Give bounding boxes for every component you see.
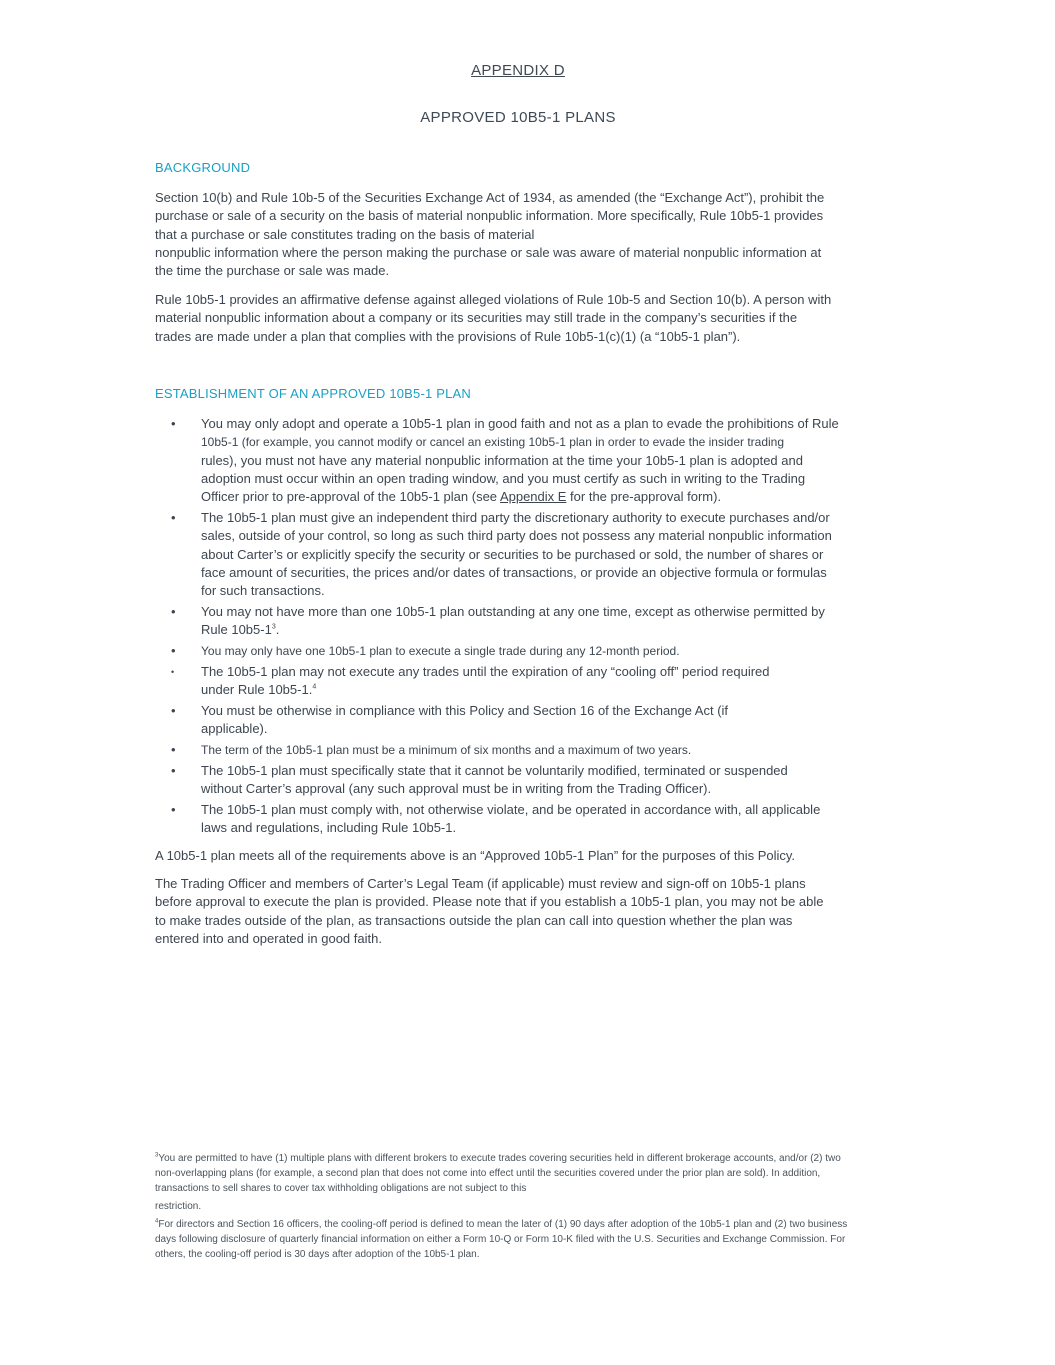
appendix-e-link[interactable]: Appendix E <box>499 489 567 505</box>
review-paragraph <box>155 875 900 948</box>
text-line: about Carter’s or explicitly specify the security or securities to be purchased or sold, the number of shares or <box>201 546 824 562</box>
bullet-icon: • <box>171 762 176 778</box>
text-line <box>155 1217 900 1232</box>
text-line: face amount of securities, the prices and/or dates of transactions, or provide an objective formula or formulas <box>201 564 827 580</box>
text-line: before approval to execute the plan is provided. Please note that if you establish a 10b5-1 plan, you may not be able <box>155 894 824 910</box>
text-line: without Carter’s approval (any such approval must be in writing from the Trading Officer). <box>201 781 712 797</box>
text-line: A 10b5-1 plan meets all of the requirements above is an “Approved 10b5-1 Plan” for the purposes of this Policy. <box>155 848 796 863</box>
text-line <box>201 488 900 506</box>
text-line: The 10b5-1 plan must comply with, not otherwise violate, and be operated in accordance with, all applicable <box>201 801 821 817</box>
appendix-title: APPENDIX D <box>471 62 565 79</box>
text-line: You must be otherwise in compliance with this Policy and Section 16 of the Exchange Act (if <box>201 702 729 718</box>
requirements-list <box>155 415 900 840</box>
text-line: The 10b5-1 plan must give an independent third party the discretionary authority to execute purchases and/or <box>201 509 830 525</box>
text-line: Section 10(b) and Rule 10b-5 of the Securities Exchange Act of 1934, as amended (the “Exchange Act”), prohibit the <box>155 190 825 205</box>
text-line <box>201 621 900 639</box>
text-line: laws and regulations, including Rule 10b5-1. <box>201 820 457 836</box>
text-line: The 10b5-1 plan may not execute any trades until the expiration of any “cooling off” period required <box>201 663 770 679</box>
text-line: The 10b5-1 plan must specifically state that it cannot be voluntarily modified, terminated or suspended <box>201 762 788 778</box>
text-line: transactions to sell shares to cover tax withholding obligations are not subject to this <box>155 1183 527 1194</box>
text-line: rules), you must not have any material nonpublic information at the time your 10b5-1 plan is adopted and <box>201 452 803 468</box>
text-line: purchase or sale of a security on the basis of material nonpublic information. More specifically, Rule 10b5-1 provides <box>155 208 824 224</box>
footnotes <box>155 1151 900 1265</box>
footnote-ref: 3 <box>271 623 276 631</box>
text-line: entered into and operated in good faith. <box>155 930 382 946</box>
text-fragment: . <box>275 622 280 638</box>
text-line: You may not have more than one 10b5-1 plan outstanding at any one time, except as otherwise permitted by <box>201 603 825 619</box>
text-line: sales, outside of your control, so long as such third party does not possess any material nonpublic information <box>201 528 832 544</box>
text-line: days following disclosure of quarterly financial information on either a Form 10-Q or Form 10-K filed with the U.S. Securities and Exchange Commission. For <box>155 1234 846 1245</box>
text-line: restriction. <box>155 1201 202 1212</box>
text-line: Rule 10b5-1 provides an affirmative defense against alleged violations of Rule 10b-5 and Section 10(b). A person with <box>155 292 832 307</box>
approved-plan-paragraph <box>155 847 900 865</box>
list-item <box>155 642 900 660</box>
establishment-heading: ESTABLISHMENT OF AN APPROVED 10B5-1 PLAN <box>155 386 472 401</box>
background-heading: BACKGROUND <box>155 160 251 175</box>
text-fragment: Officer prior to pre-approval of the 10b5-1 plan (see <box>201 489 500 505</box>
bullet-icon: • <box>171 509 176 525</box>
text-fragment: For directors and Section 16 officers, the cooling-off period is defined to mean the later of (1) 90 days after adoption of the 10b5-1 plan and (2) two business <box>158 1219 848 1230</box>
list-item <box>155 762 900 799</box>
text-line: The term of the 10b5-1 plan must be a minimum of six months and a maximum of two years. <box>201 743 692 758</box>
text-line: for such transactions. <box>201 583 325 599</box>
list-item <box>155 801 900 838</box>
background-paragraph-1 <box>155 189 900 280</box>
text-line: 10b5-1 (for example, you cannot modify or cancel an existing 10b5-1 plan in order to evade the insider trading <box>201 435 785 450</box>
bullet-icon: • <box>171 702 176 718</box>
list-item <box>155 702 900 739</box>
text-line: non-overlapping plans (for example, a second plan that does not come into effect until the securities covered under the prior plan are sold). In addition, <box>155 1168 821 1179</box>
bullet-icon: • <box>171 603 176 619</box>
text-line: nonpublic information where the person making the purchase or sale was aware of material nonpublic information at <box>155 244 822 260</box>
footnote-4 <box>155 1217 900 1262</box>
footnote-number: 3 <box>155 1152 159 1159</box>
text-line: applicable). <box>201 721 268 737</box>
bullet-icon: • <box>171 666 175 677</box>
footnote-number: 4 <box>155 1218 159 1225</box>
footnote-ref: 4 <box>312 683 317 691</box>
bullet-icon: • <box>171 801 176 817</box>
list-item <box>155 663 900 700</box>
background-paragraph-2 <box>155 291 900 346</box>
text-fragment: Rule 10b5-1 <box>201 622 272 638</box>
text-line: to make trades outside of the plan, as transactions outside the plan can call into question whether the plan was <box>155 912 793 928</box>
text-line: The Trading Officer and members of Carter’s Legal Team (if applicable) must review and sign-off on 10b5-1 plans <box>155 876 806 891</box>
bullet-icon: • <box>171 416 176 431</box>
text-line: adoption must occur within an open trading window, and you must certify as such in writing to the Trading <box>201 470 806 486</box>
text-line: the time the purchase or sale was made. <box>155 263 390 279</box>
text-line: trades are made under a plan that complies with the provisions of Rule 10b5-1(c)(1) (a “10b5-1 plan”). <box>155 328 741 344</box>
bullet-icon: • <box>171 742 176 758</box>
bullet-icon: • <box>171 643 176 659</box>
text-fragment: You are permitted to have (1) multiple plans with different brokers to execute trades covering securities held in different brokerage accounts, and/or (2) two <box>158 1153 841 1164</box>
text-fragment: under Rule 10b5-1. <box>201 682 313 698</box>
page-title: APPROVED 10B5-1 PLANS <box>420 109 616 126</box>
text-line: You may only adopt and operate a 10b5-1 plan in good faith and not as a plan to evade the prohibitions of Rule <box>201 416 839 431</box>
list-item <box>155 509 900 600</box>
text-line: others, the cooling-off period is 30 days after adoption of the 10b5-1 plan. <box>155 1249 480 1260</box>
text-line <box>155 1151 900 1166</box>
list-item <box>155 603 900 640</box>
text-fragment: for the pre-approval form). <box>566 489 722 505</box>
footnote-3 <box>155 1151 900 1214</box>
text-line <box>201 681 900 699</box>
list-item <box>155 741 900 759</box>
list-item <box>155 415 900 506</box>
text-line: material nonpublic information about a company or its securities may still trade in the company’s securities if the <box>155 310 798 326</box>
text-line: that a purchase or sale constitutes trading on the basis of material <box>155 226 535 242</box>
text-line: You may only have one 10b5-1 plan to execute a single trade during any 12-month period. <box>201 644 680 659</box>
